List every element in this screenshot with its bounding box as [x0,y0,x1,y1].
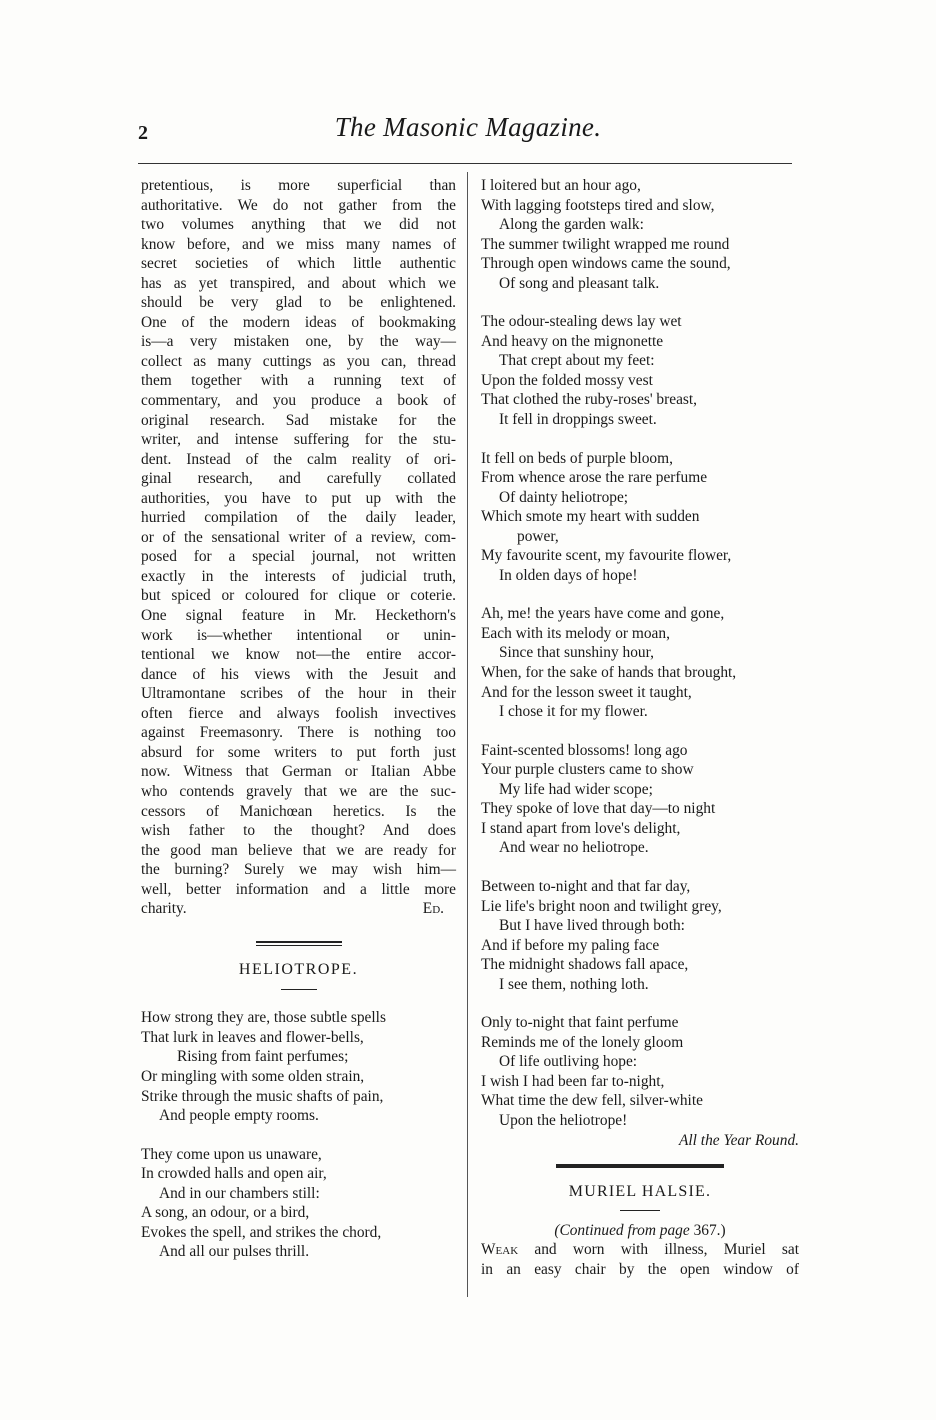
verse-line: It fell on beds of purple bloom, [481,449,673,467]
poem-stanzas-left [141,1008,456,1262]
text-line: posed for a special journal, not written [141,548,456,566]
verse-line: Rising from faint perfumes; [177,1048,349,1066]
stanza [481,449,799,586]
verse-line: What time the dew fell, silver-white [481,1092,703,1110]
story-line-text: and worn with illness, Muriel sat [534,1241,799,1259]
column-divider [467,172,468,1297]
verse-line: Of life outliving hope: [499,1053,638,1071]
continued-note [481,1221,799,1241]
text-line: often fierce and always foolish invectives [141,704,456,722]
verse-line: From whence arose the rare perfume [481,469,708,487]
text-line: secret societies of which little authentic [141,255,456,273]
verse-line: And people empty rooms. [159,1107,319,1125]
text-line: One of the modern ideas of bookmaking [141,313,456,331]
verse-line: And if before my paling face [481,936,660,954]
verse-line: Of dainty heliotrope; [499,488,629,506]
verse-line: But I have lived through both: [499,917,685,935]
text-line: should be very glad to be enlightened. [141,294,456,312]
closing-word: charity. [141,900,187,918]
verse-line: Faint-scented blossoms! long ago [481,741,688,759]
left-column [141,176,456,1281]
poem-title: HELIOTROPE. [238,960,359,978]
text-line: work is—whether intentional or unin- [141,626,456,644]
story-title-rule [620,1210,660,1211]
story-title: MURIEL HALSIE. [568,1183,712,1201]
verse-line: That clothed the ruby-roses' breast, [481,391,698,409]
verse-line: Between to-night and that far day, [481,877,691,895]
verse-line: Reminds me of the lonely gloom [481,1033,684,1051]
title-rule [281,989,317,990]
verse-line: A song, an odour, or a bird, [141,1204,310,1222]
verse-line: Or mingling with some olden strain, [141,1067,365,1085]
verse-line: Strike through the music shafts of pain, [141,1087,384,1105]
text-line: who contends gravely that we are the suc- [141,782,456,800]
verse-line: The odour-stealing dews lay wet [481,313,682,331]
header-rule [138,163,792,164]
verse-line: Which smote my heart with sudden [481,508,700,526]
story-text [481,1240,799,1279]
verse-line: And all our pulses thrill. [159,1243,310,1261]
text-line: ginal research, and carefully collated [141,470,456,488]
verse-line: In olden days of hope! [499,566,638,584]
text-line: them together with a running text of [141,372,456,390]
verse-line: They come upon us unaware, [141,1145,322,1163]
text-line: tentional we know not—the entire accor- [141,646,456,664]
verse-line: How strong they are, those subtle spells [141,1009,386,1027]
verse-line: My favourite scent, my favourite flower, [481,547,732,565]
verse-line: My life had wider scope; [499,780,653,798]
stanza [481,312,799,429]
stanza [141,1145,456,1262]
text-line: original research. Sad mistake for the [141,411,456,429]
verse-line: I wish I had been far to-night, [481,1072,665,1090]
verse-line: Your purple clusters came to show [481,761,694,779]
text-line: the burning? Surely we may wish him— [141,861,456,879]
verse-line: With lagging footsteps tired and slow, [481,196,715,214]
stanza [481,741,799,858]
editorial-text [141,176,456,899]
story-first-word: Weak [481,1241,519,1259]
verse-line: I chose it for my flower. [499,703,648,721]
verse-line: Through open windows came the sound, [481,255,731,273]
text-line: two volumes anything that we did not [141,216,456,234]
poem-attribution: All the Year Round. [679,1131,799,1149]
story-line: in an easy chair by the open window of [481,1260,799,1278]
verse-line: I loitered but an hour ago, [481,177,641,194]
verse-line: I see them, nothing loth. [499,975,649,993]
text-line: dance of his views with the Jesuit and [141,665,456,683]
verse-line: They spoke of love that day—to night [481,800,716,818]
text-line: One signal feature in Mr. Heckethorn's [141,607,456,625]
story-line [481,1240,799,1260]
text-line: against Freemasonry. There is nothing too [141,724,456,742]
text-line: absurd for some writers to put forth just [141,743,456,761]
page-number: 2 [138,122,148,144]
section-double-rule [256,941,342,946]
text-line: commentary, and you produce a book of [141,392,456,410]
text-line: exactly in the interests of judicial truth, [141,567,456,585]
verse-line: And heavy on the mignonette [481,332,664,350]
running-title: The Masonic Magazine. [334,112,602,142]
text-line: authorities, you have to put up with the [141,489,456,507]
verse-line: Ah, me! the years have come and gone, [481,605,725,623]
verse-line: I stand apart from love's delight, [481,819,681,837]
verse-line: Since that sunshiny hour, [499,644,654,662]
verse-line: Each with its melody or moan, [481,624,670,642]
editor-signature: Ed. [422,900,444,918]
text-line: wish father to the thought? And does [141,822,456,840]
text-line: has as yet transpired, and about which we [141,274,456,292]
text-line: is—a very mistaken one, by the way— [141,333,456,351]
verse-line: It fell in droppings sweet. [499,411,657,429]
verse-line: And in our chambers still: [159,1184,320,1202]
verse-line: Only to-night that faint perfume [481,1014,679,1032]
text-line: writer, and intense suffering for the stu- [141,431,456,449]
text-line: Ultramontane scribes of the hour in their [141,685,456,703]
verse-line: power, [517,527,559,545]
verse-line: Upon the heliotrope! [499,1111,628,1129]
text-line: collect as many cuttings as you can, thread [141,352,456,370]
stanza [481,176,799,293]
stanza [481,1013,799,1130]
text-line: dent. Instead of the calm reality of ori- [141,450,456,468]
text-line: well, better information and a little more [141,880,456,898]
text-line: or of the sensational writer of a review, com- [141,528,456,546]
verse-line: When, for the sake of hands that brought, [481,664,737,682]
section-thick-rule [556,1164,724,1168]
stanza [481,604,799,721]
text-line: the good man believe that we are ready for [141,841,456,859]
verse-line: And wear no heliotrope. [499,839,649,857]
editorial-signature-line [141,899,456,919]
verse-line: Lie life's bright noon and twilight grey, [481,897,722,915]
verse-line: Evokes the spell, and strikes the chord, [141,1223,382,1241]
text-line: hurried compilation of the daily leader, [141,509,456,527]
text-line: cessors of Manichœan heretics. Is the [141,802,456,820]
stanza [141,1008,456,1125]
verse-line: That crept about my feet: [499,352,655,370]
text-line: but spiced or coloured for clique or coterie. [141,587,456,605]
verse-line: That lurk in leaves and flower-bells, [141,1028,364,1046]
right-column [481,176,799,1279]
continued-label: (Continued from page [554,1221,690,1239]
text-line: pretentious, is more superficial than [141,177,456,194]
verse-line: Along the garden walk: [499,216,644,234]
continued-page: 367.) [693,1221,726,1239]
verse-line: Of song and pleasant talk. [499,274,660,292]
verse-line: The summer twilight wrapped me round [481,235,730,253]
poem-stanzas-right [481,176,799,1131]
stanza [481,877,799,994]
verse-line: And for the lesson sweet it taught, [481,683,692,701]
text-line: now. Witness that German or Italian Abbe [141,763,456,781]
verse-line: Upon the folded mossy vest [481,371,653,389]
verse-line: The midnight shadows fall apace, [481,956,689,974]
text-line: authoritative. We do not gather from the [141,196,456,214]
verse-line: In crowded halls and open air, [141,1165,327,1183]
text-line: know before, and we miss many names of [141,235,456,253]
